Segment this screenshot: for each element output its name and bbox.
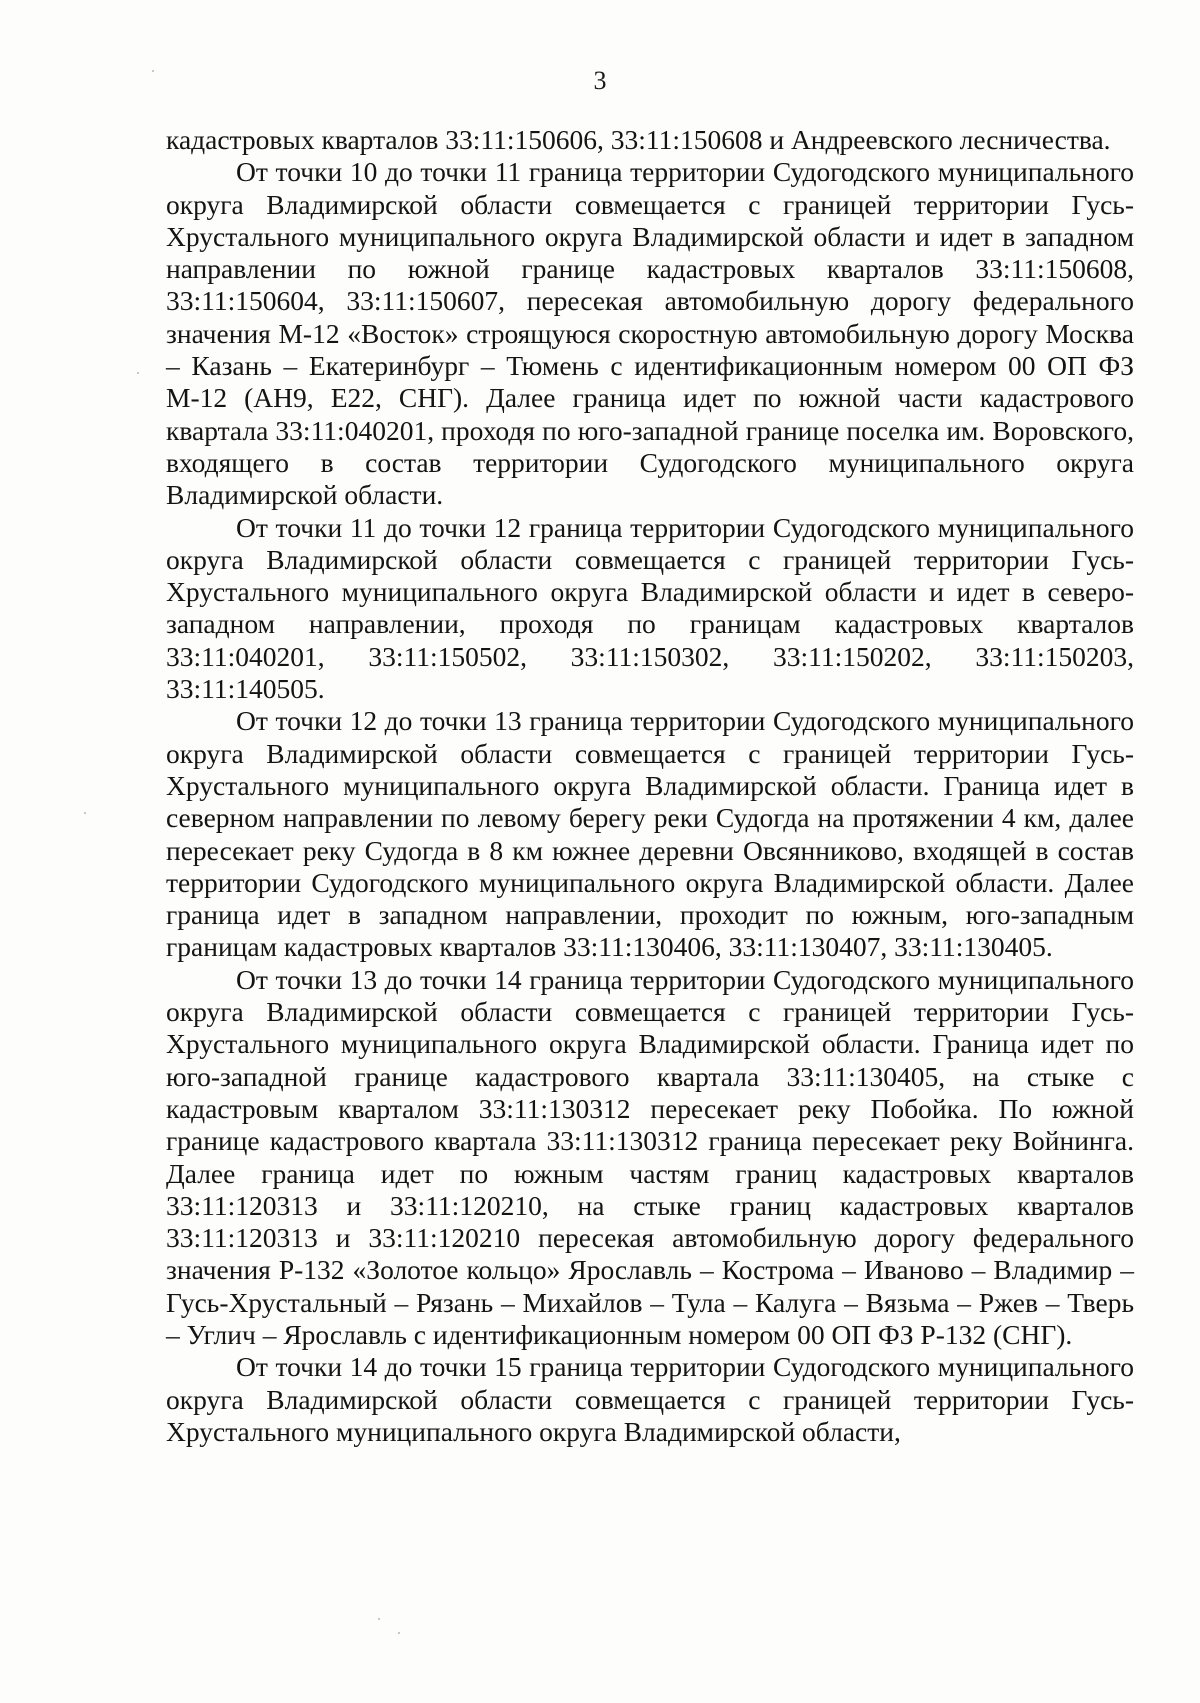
paragraph-point-12-13: От точки 12 до точки 13 граница территории Судогодского муниципального округа Владимирской области совмещается с границей территории Гусь-Хрустального муниципального округа Владимирской области. Граница идет в северном направлении по левому берегу реки Судогда на протяжении 4 км, далее пересекает реку Судогда в 8 км южнее деревни Овсянниково, входящей в состав территории Судогодского муниципального округа Владимирской области. Далее граница идет в западном направлении, проходит по южным, юго-западным границам кадастровых кварталов 33:11:130406, 33:11:130407, 33:11:130405. [166,705,1134,963]
scan-speck [84,812,86,814]
paragraph-continuation: кадастровых кварталов 33:11:150606, 33:11:150608 и Андреевского лесничества. [166,124,1111,155]
paragraph-point-11-12: От точки 11 до точки 12 граница территории Судогодского муниципального округа Владимирской области совмещается с границей территории Гусь-Хрустального муниципального округа Владимирской области и идет в северо-западном направлении, проходя по границам кадастровых кварталов 33:11:040201, 33:11:150502, 33:11:150302, 33:11:150202, 33:11:150203, 33:11:140505. [166,511,1134,705]
scan-speck [378,1618,380,1620]
paragraph-point-10-11: От точки 10 до точки 11 граница территории Судогодского муниципального округа Владимирской области совмещается с границей территории Гусь-Хрустального муниципального округа Владимирской области и идет в западном направлении по южной границе кадастровых кварталов 33:11:150608, 33:11:150604, 33:11:150607, пересекая автомобильную дорогу федерального значения М-12 «Восток» строящуюся скоростную автомобильную дорогу Москва – Казань – Екатеринбург – Тюмень с идентификационным номером 00 ОП ФЗ М-12 (АН9, Е22, СНГ). Далее граница идет по южной части кадастрового квартала 33:11:040201, проходя по юго-западной границе поселка им. Воровского, входящего в состав территории Судогодского муниципального округа Владимирской области. [166,156,1134,511]
paragraph-point-14-15: От точки 14 до точки 15 граница территории Судогодского муниципального округа Владимирской области совмещается с границей территории Гусь-Хрустального муниципального округа Владимирской области, [166,1351,1134,1447]
paragraph-point-13-14: От точки 13 до точки 14 граница территории Судогодского муниципального округа Владимирской области совмещается с границей территории Гусь-Хрустального муниципального округа Владимирской области. Граница идет по юго-западной границе кадастрового квартала 33:11:130405, на стыке с кадастровым кварталом 33:11:130312 пересекает реку Побойка. По южной границе кадастрового квартала 33:11:130312 граница пересекает реку Войнинга. Далее граница идет по южным частям границ кадастровых кварталов 33:11:120313 и 33:11:120210, на стыке границ кадастровых кварталов 33:11:120313 и 33:11:120210 пересекая автомобильную дорогу федерального значения Р-132 «Золотое кольцо» Ярославль – Кострома – Иваново – Владимир – Гусь-Хрустальный – Рязань – Михайлов – Тула – Калуга – Вязьма – Ржев – Тверь – Углич – Ярославль с идентификационным номером 00 ОП ФЗ Р-132 (СНГ). [166,963,1134,1350]
page-number: 3 [593,66,607,95]
scan-speck [398,1632,400,1634]
scan-speck [137,372,139,374]
scan-speck [152,70,154,72]
document-body [166,124,1134,1448]
